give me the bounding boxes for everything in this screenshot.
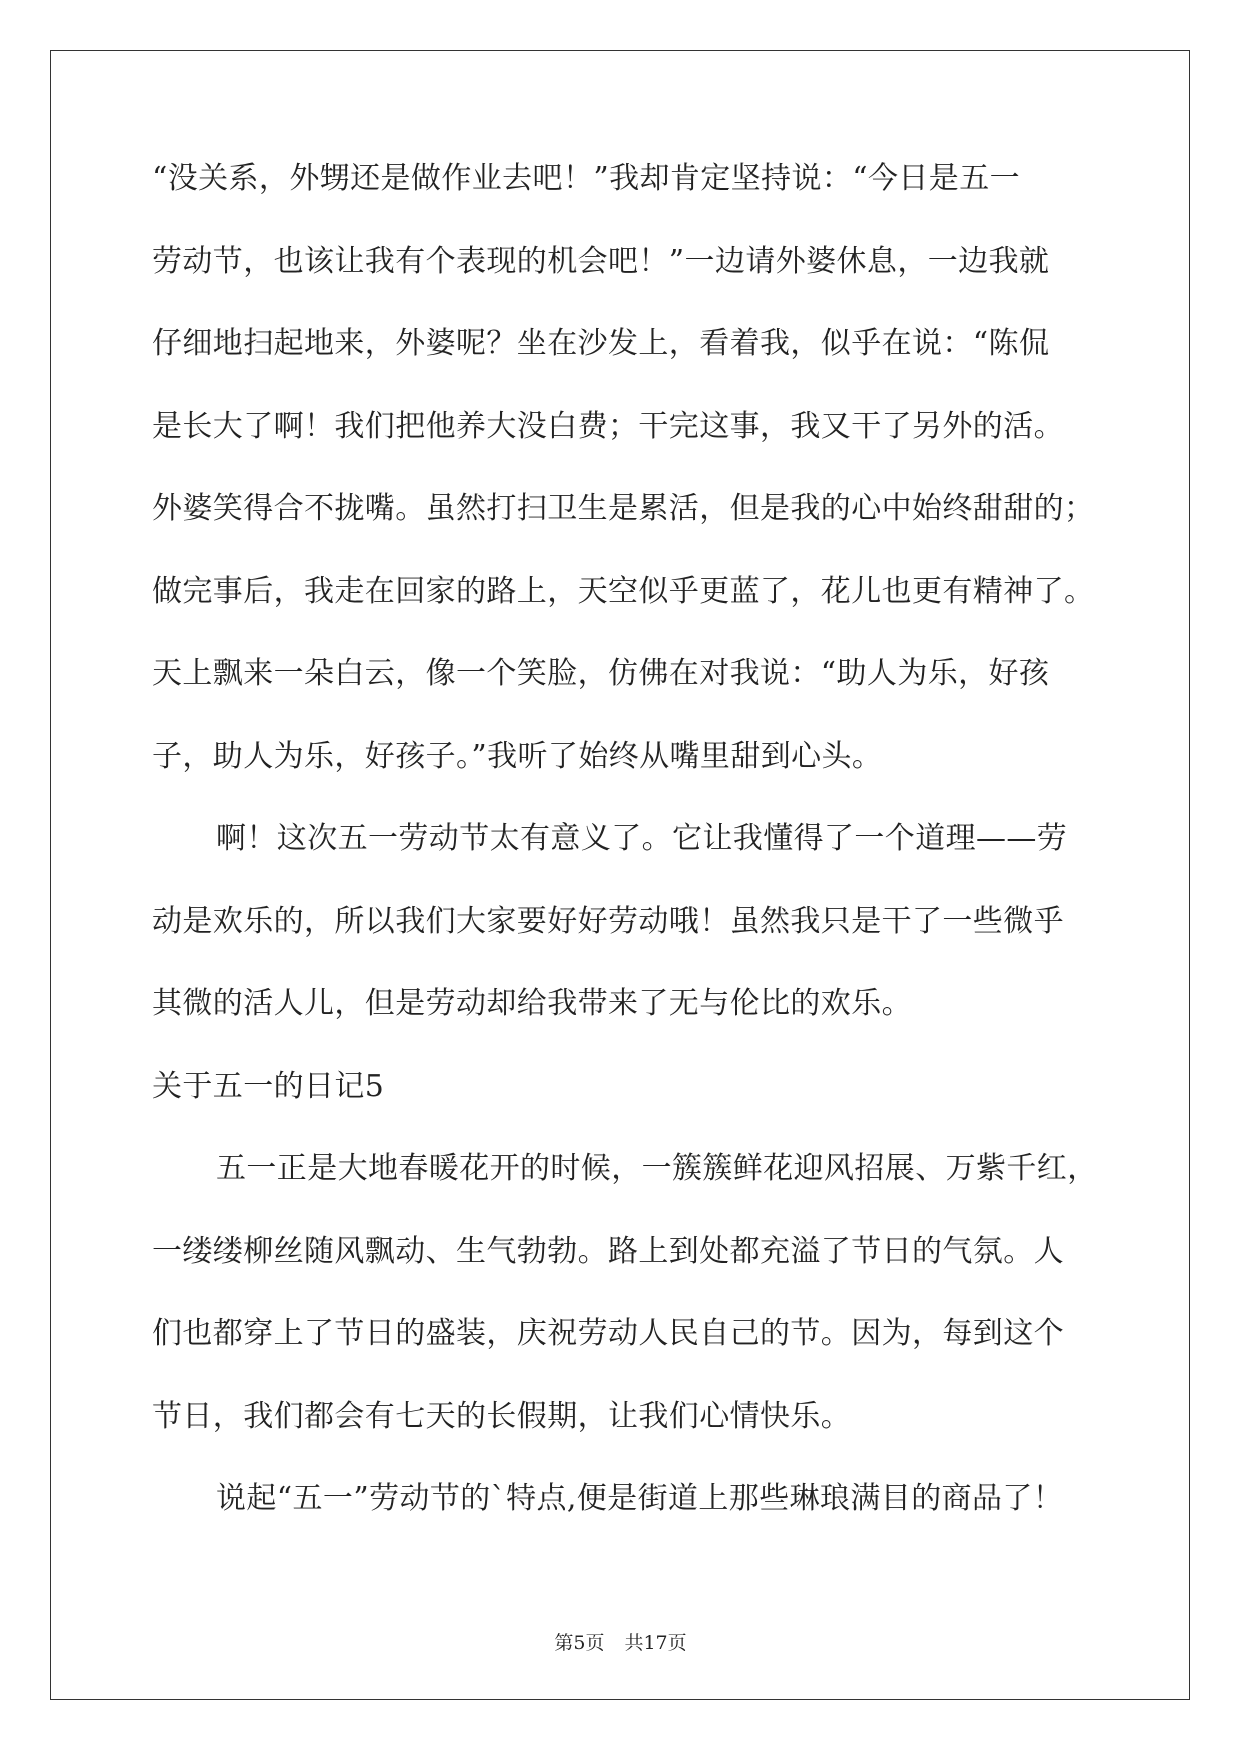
text-line: 劳动节，也该让我有个表现的机会吧！”一边请外婆休息，一边我就 xyxy=(152,243,1050,279)
page-footer xyxy=(0,1628,1241,1655)
text-line: 们也都穿上了节日的盛装，庆祝劳动人民自己的节。因为，每到这个 xyxy=(152,1316,1064,1351)
text-line: 一缕缕柳丝随风飘动、生气勃勃。路上到处都充溢了节日的气氛。人 xyxy=(152,1233,1064,1269)
section-heading: 关于五一的日记5 xyxy=(152,1068,385,1104)
text-line: 其微的活人儿，但是劳动却给我带来了无与伦比的欢乐。 xyxy=(152,986,912,1021)
paragraph-start-line: 五一正是大地春暖花开的时候，一簇簇鲜花迎风招展、万紫千红， xyxy=(216,1151,1098,1186)
text-line: 子，助人为乐，好孩子。”我听了始终从嘴里甜到心头。 xyxy=(152,738,883,774)
paragraph-start-line: 啊！这次五一劳动节太有意义了。它让我懂得了一个道理——劳 xyxy=(216,821,1068,856)
paragraph-start-line: 说起“五一”劳动节的`特点,便是街道上那些琳琅满目的商品了！ xyxy=(216,1481,1064,1516)
page-total: 共17页 xyxy=(624,1632,687,1654)
document-body xyxy=(152,160,1098,1563)
text-line: 天上飘来一朵白云，像一个笑脸，仿佛在对我说：“助人为乐，好孩 xyxy=(152,656,1050,691)
text-line: 动是欢乐的，所以我们大家要好好劳动哦！虽然我只是干了一些微乎 xyxy=(152,903,1064,939)
text-line: 做完事后，我走在回家的路上，天空似乎更蓝了，花儿也更有精神了。 xyxy=(152,573,1095,609)
text-line: 仔细地扫起地来，外婆呢？坐在沙发上，看着我，似乎在说：“陈侃 xyxy=(152,326,1050,361)
text-line: 节日，我们都会有七天的长假期，让我们心情快乐。 xyxy=(152,1398,852,1434)
text-line: “没关系，外甥还是做作业去吧！”我却肯定坚持说：“今日是五一 xyxy=(152,161,1021,196)
text-line: 是长大了啊！我们把他养大没白费；干完这事，我又干了另外的活。 xyxy=(152,408,1064,444)
text-line: 外婆笑得合不拢嘴。虽然打扫卫生是累活，但是我的心中始终甜甜的； xyxy=(152,491,1095,526)
page-number: 第5页 xyxy=(554,1632,605,1654)
